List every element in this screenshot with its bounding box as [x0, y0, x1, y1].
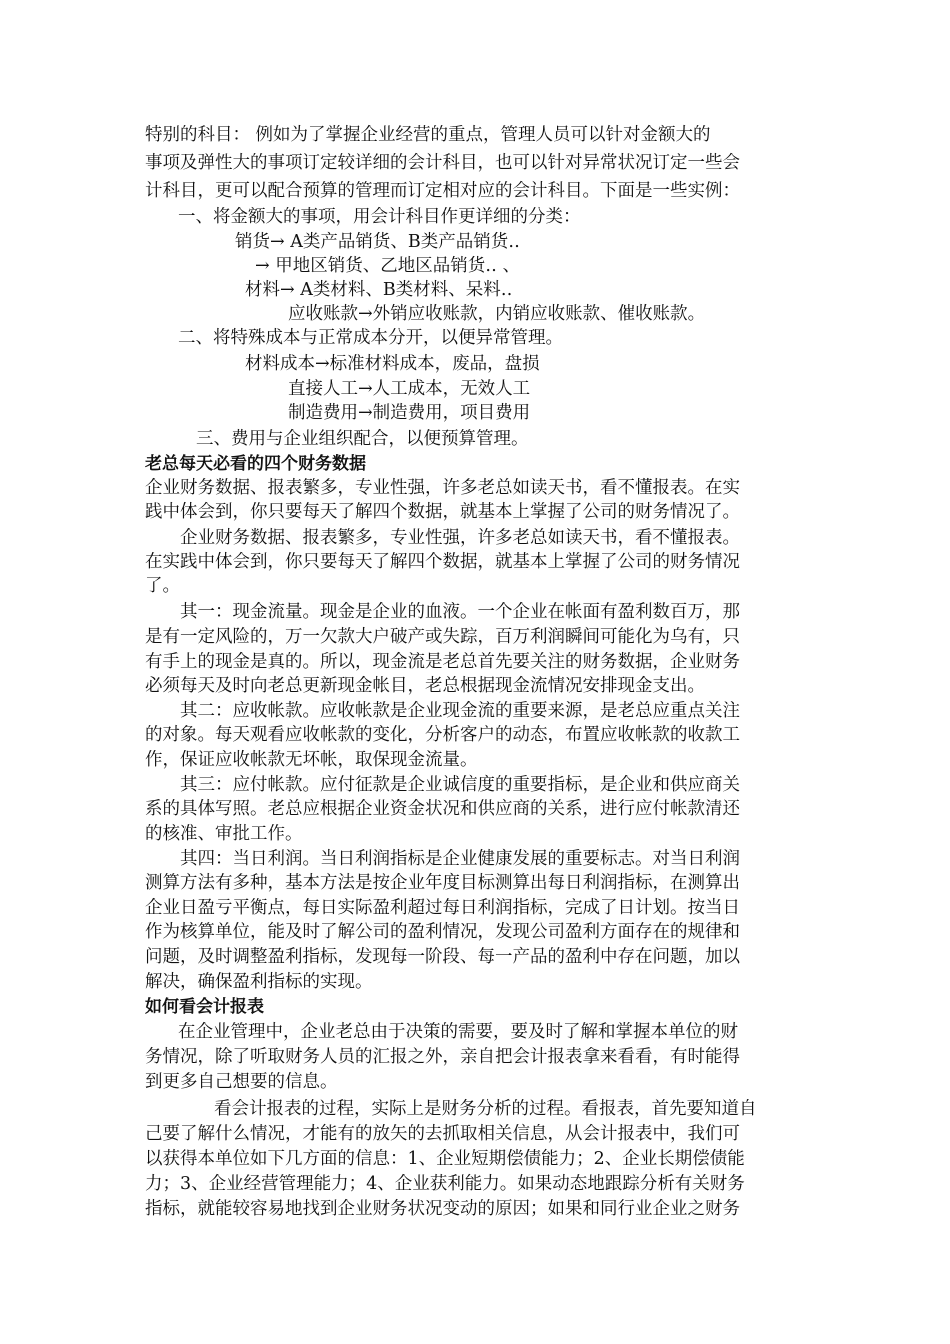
item4-line-2: 测算方法有多种，基本方法是按企业年度目标测算出每日利润指标，在测算出	[145, 873, 740, 893]
para4-line-2: 己要了解什么情况，才能有的放矢的去抓取相关信息，从会计报表中，我们可	[145, 1124, 740, 1144]
material-cost-line: 材料成本→标准材料成本，废品，盘损	[245, 354, 540, 374]
item1-line-4: 必须每天及时向老总更新现金帐目，老总根据现金流情况安排现金支出。	[145, 676, 705, 696]
item1-line-3: 有手上的现金是真的。所以，现金流是老总首先要关注的财务数据，企业财务	[145, 652, 740, 672]
intro-line-2: 事项及弹性大的事项订定较详细的会计科目，也可以针对异常状况订定一些会	[145, 153, 740, 173]
heading-read-accounting-statements: 如何看会计报表	[145, 997, 264, 1017]
item4-line-5: 问题，及时调整盈利指标，发现每一阶段、每一产品的盈利中存在问题，加以	[145, 947, 740, 967]
materials-line: 材料→ A类材料、B类材料、呆料‥	[245, 280, 513, 300]
item4-line-4: 作为核算单位，能及时了解公司的盈利情况，发现公司盈利方面存在的规律和	[145, 922, 740, 942]
item4-line-6: 解决，确保盈利指标的实现。	[145, 972, 373, 992]
item1-line-2: 是有一定风险的，万一欠款大户破产或失踪，百万利润瞬间可能化为乌有，只	[145, 627, 740, 647]
labor-line: 直接人工→人工成本，无效人工	[288, 379, 531, 399]
para2-line-2: 在实践中体会到，你只要每天了解四个数据，就基本上掌握了公司的财务情况	[145, 552, 740, 572]
para4-line-5: 指标，就能较容易地找到企业财务状况变动的原因；如果和同行业企业之财务	[145, 1199, 740, 1219]
item2-line-3: 作，保证应收帐款无坏帐，取保现金流量。	[145, 750, 478, 770]
para4-line-4: 力；3、企业经营管理能力；4、企业获利能力。如果动态地跟踪分析有关财务	[145, 1174, 745, 1194]
item2-line-2: 的对象。每天观看应收帐款的变化，分析客户的动态，布置应收帐款的收款工	[145, 725, 740, 745]
para4-line-1: 看会计报表的过程，实际上是财务分析的过程。看报表，首先要知道自	[214, 1099, 757, 1119]
sales-line-1: 销货→ A类产品销货、B类产品销货‥	[235, 232, 520, 252]
para3-line-2: 务情况，除了听取财务人员的汇报之外，亲自把会计报表拿来看看，有时能得	[145, 1047, 740, 1067]
overhead-line: 制造费用→制造费用，项目费用	[288, 403, 531, 423]
intro-line-3: 计科目，更可以配合预算的管理而订定相对应的会计科目。下面是一些实例：	[145, 181, 740, 201]
section2-title: 二、将特殊成本与正常成本分开，以便异常管理。	[178, 328, 563, 348]
section1-title: 一、将金额大的事项，用会计科目作更详细的分类：	[178, 207, 581, 227]
receivable-line: 应收账款→外销应收账款，内销应收账款、催收账款。	[288, 304, 706, 324]
item4-line-1: 其四：当日利润。当日利润指标是企业健康发展的重要标志。对当日利润	[180, 849, 740, 869]
section3-title: 三、费用与企业组织配合，以便预算管理。	[196, 429, 529, 449]
para4-line-3: 以获得本单位如下几方面的信息：1、企业短期偿债能力；2、企业长期偿债能	[145, 1149, 745, 1169]
para2-line-3: 了。	[145, 576, 180, 596]
sales-line-2: → 甲地区销货、乙地区品销货‥ 、	[255, 256, 520, 276]
para3-line-1: 在企业管理中，企业老总由于决策的需要，要及时了解和掌握本单位的财	[178, 1022, 738, 1042]
para1-line-1: 企业财务数据、报表繁多，专业性强，许多老总如读天书，看不懂报表。在实	[145, 478, 740, 498]
para1-line-2: 践中体会到，你只要每天了解四个数据，就基本上掌握了公司的财务情况了。	[145, 502, 740, 522]
para3-line-3: 到更多自己想要的信息。	[145, 1072, 338, 1092]
item1-line-1: 其一：现金流量。现金是企业的血液。一个企业在帐面有盈利数百万，那	[180, 602, 740, 622]
heading-four-financial-data: 老总每天必看的四个财务数据	[145, 454, 366, 474]
item2-line-1: 其二：应收帐款。应收帐款是企业现金流的重要来源，是老总应重点关注	[180, 701, 740, 721]
item4-line-3: 企业日盈亏平衡点，每日实际盈利超过每日利润指标，完成了日计划。按当日	[145, 898, 740, 918]
item3-line-1: 其三：应付帐款。应付征款是企业诚信度的重要指标，是企业和供应商关	[180, 775, 740, 795]
para2-line-1: 企业财务数据、报表繁多，专业性强，许多老总如读天书，看不懂报表。	[180, 528, 740, 548]
intro-line-1: 特别的科目： 例如为了掌握企业经营的重点，管理人员可以针对金额大的	[145, 125, 711, 145]
item3-line-2: 系的具体写照。老总应根据企业资金状况和供应商的关系，进行应付帐款清还	[145, 799, 740, 819]
item3-line-3: 的核准、审批工作。	[145, 824, 303, 844]
